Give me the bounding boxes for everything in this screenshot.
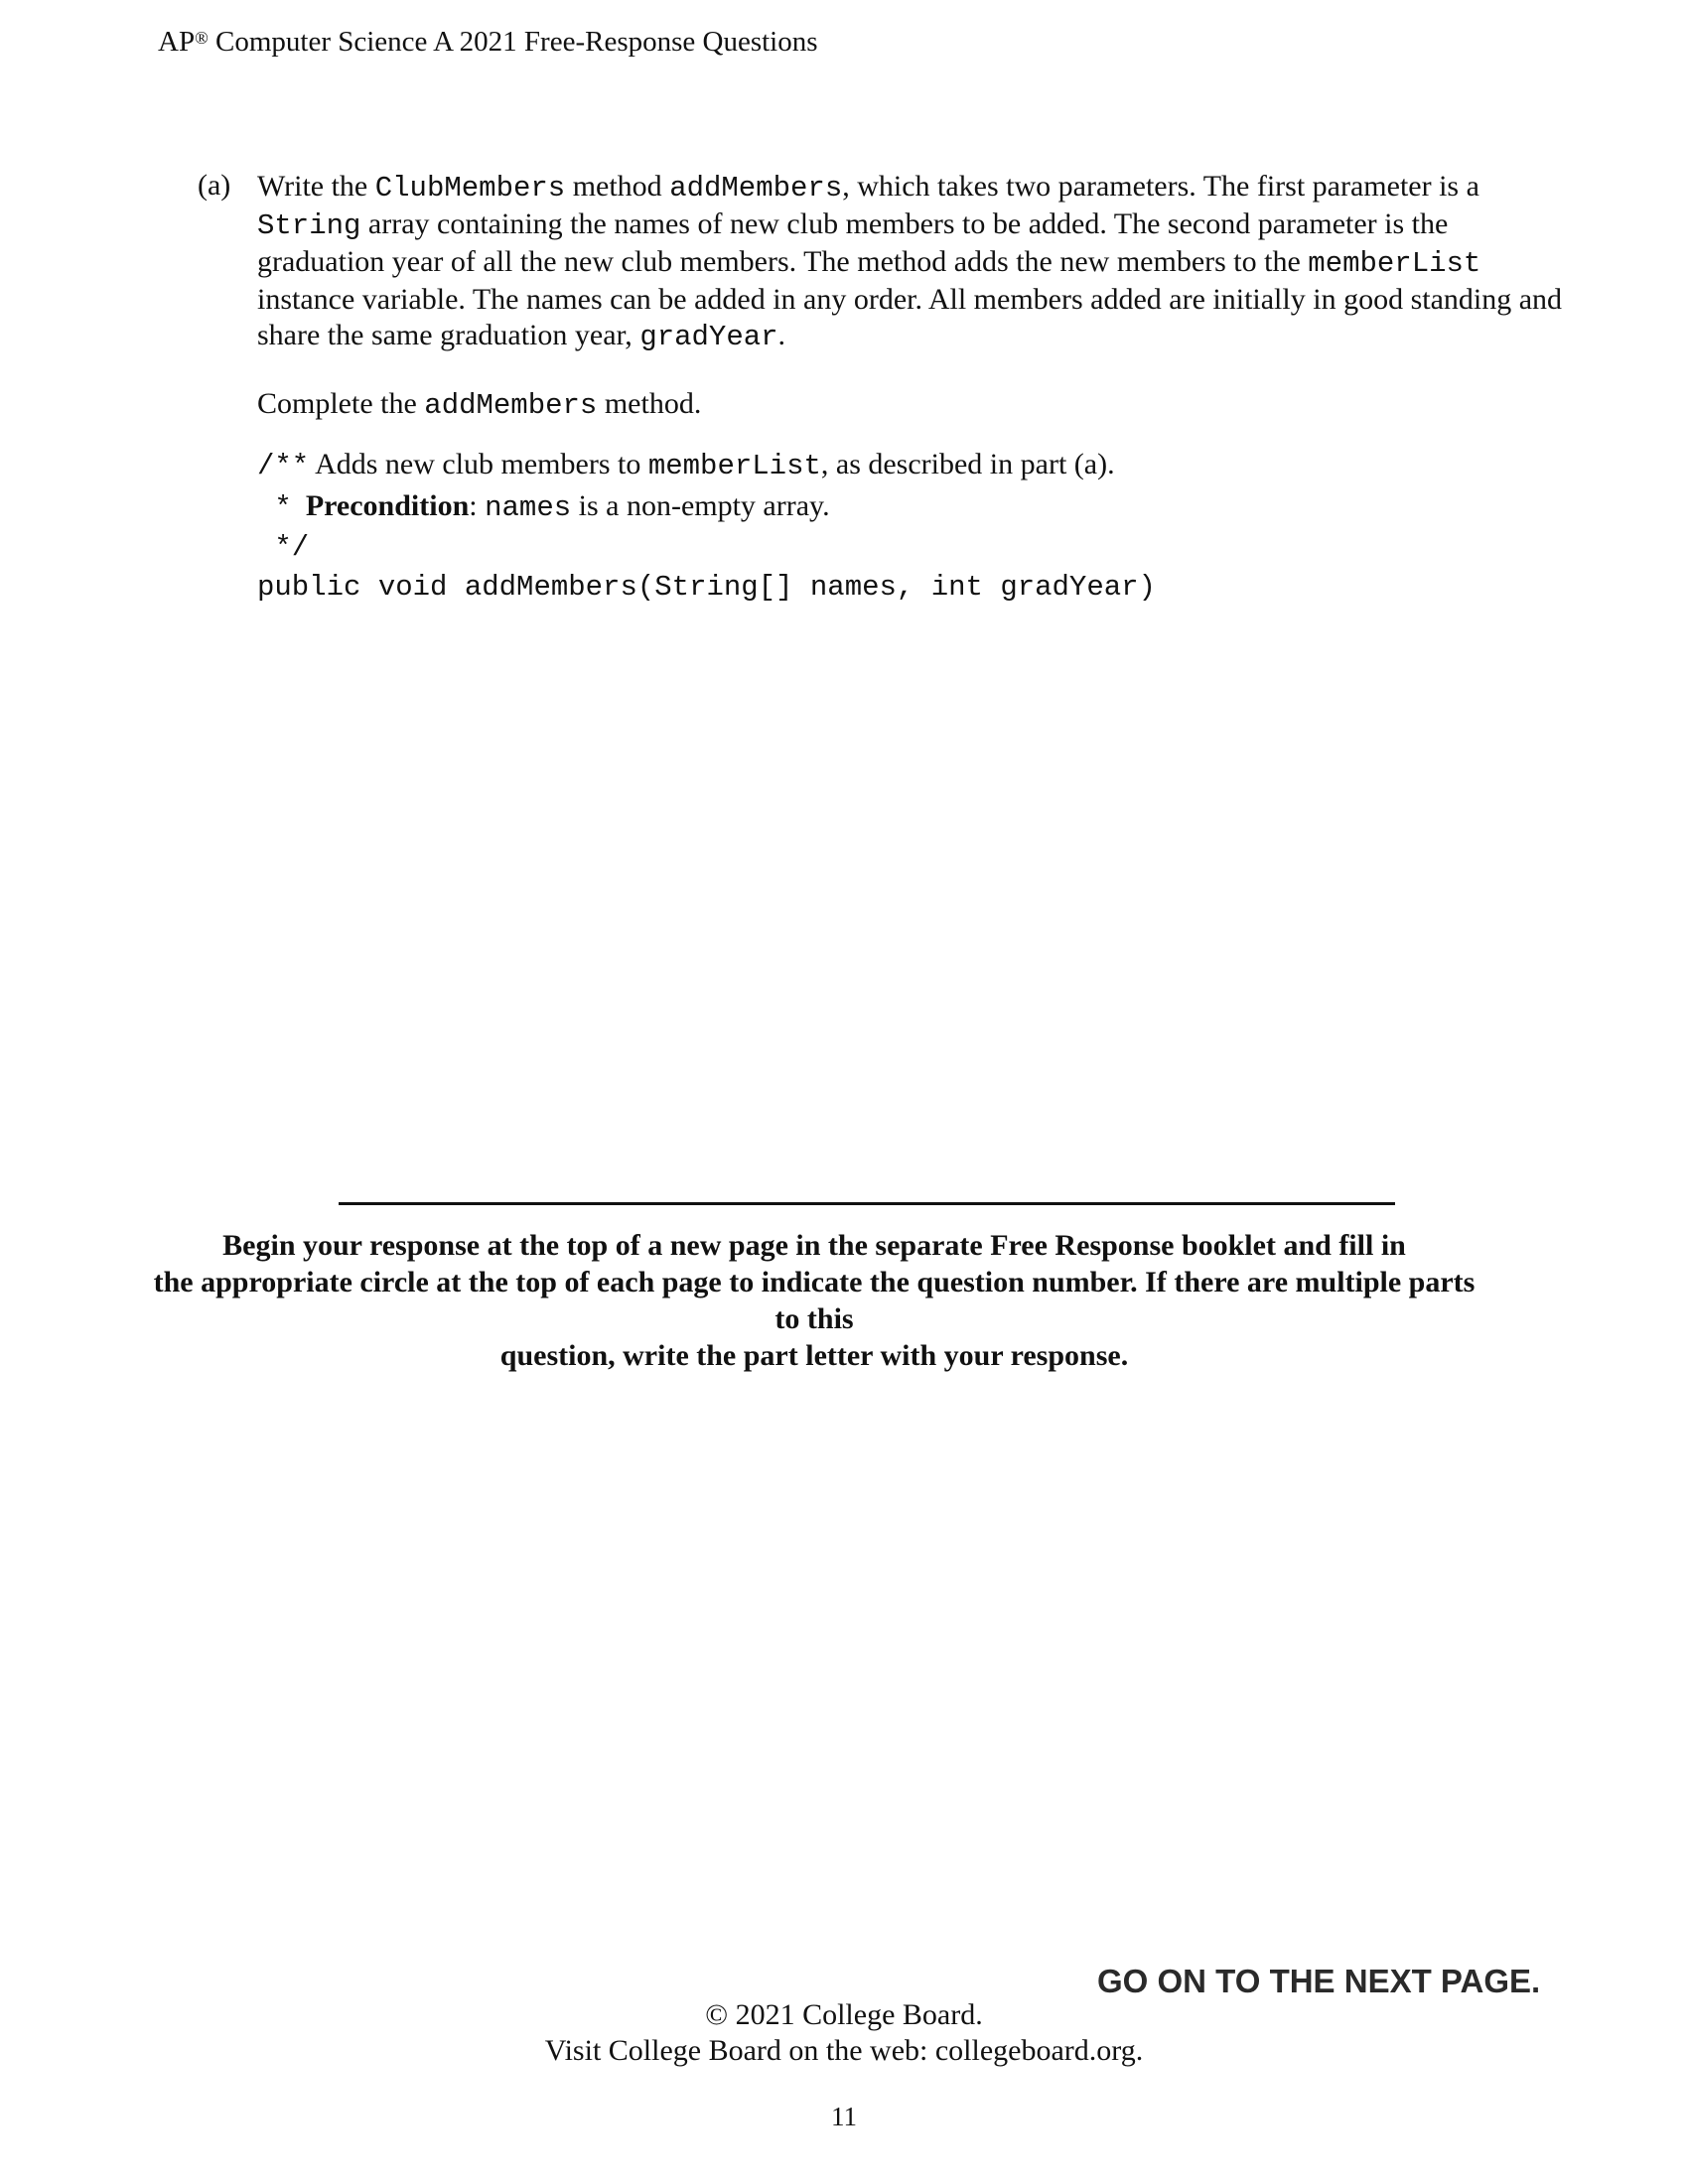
complete-text-2: method. [597,387,702,420]
comment-member-list: memberList [647,450,821,482]
comment-text-2: , as described in part (a). [820,448,1115,480]
method-code-block [257,445,1156,608]
footer-visit: Visit College Board on the web: collegeboard.org. [544,2034,1144,2067]
part-a-text-2: method [565,170,670,203]
divider-line [339,1202,1395,1205]
comment-text-1: Adds new club members to [309,448,648,480]
code-comment-line-2 [257,486,1156,528]
header-title-rest: Computer Science A 2021 Free-Response Questions [208,26,818,58]
registered-mark: ® [195,28,209,48]
page-footer [447,1997,1241,2069]
header-title-prefix: AP [158,26,196,58]
footer-copyright: © 2021 College Board. [705,1998,983,2031]
precondition-label: Precondition [305,489,470,522]
part-a-text-3: , which takes two parameters. The first parameter is a [842,170,1479,203]
part-a-label: (a) [198,169,231,202]
code-comment-line-1 [257,445,1156,486]
grad-year-code: gradYear [639,321,778,353]
code-method-signature [257,568,1156,608]
precondition-colon: : [469,489,486,522]
method-signature: public void addMembers(String[] names, int gradYear) [257,571,1156,604]
code-comment-close [257,528,1156,568]
string-type-code: String [257,209,361,242]
page-header [158,26,818,59]
member-list-code: memberList [1308,247,1481,280]
go-on-next-page: GO ON TO THE NEXT PAGE. [1097,1963,1541,1999]
class-name-code: ClubMembers [374,172,566,205]
comment-close: */ [257,531,310,564]
part-a-text-5: instance variable. The names can be added in any order. All members added are initially in good standing and share the same graduation year, [257,283,1563,351]
instructions-line-1: Begin your response at the top of a new page in the separate Free Response booklet and fill in [222,1229,1406,1262]
comment-open: /** [257,450,310,482]
part-a-text-6: . [777,319,786,351]
response-instructions [149,1227,1479,1374]
instructions-line-3: question, write the part letter with your response. [499,1339,1129,1372]
method-name-code: addMembers [669,172,843,205]
complete-instruction [257,387,701,422]
comment-star: * [257,491,292,524]
instructions-line-2: the appropriate circle at the top of each page to indicate the question number. If there are multiple parts to this [153,1266,1476,1335]
complete-method-code: addMembers [424,389,598,422]
complete-text-1: Complete the [257,387,425,420]
precondition-names: names [485,491,572,524]
part-a-description [257,169,1568,355]
part-a-text-4: array containing the names of new club members to be added. The second parameter is the graduation year of all the new club members. The method adds the new members to the [257,207,1449,278]
part-a-text-1: Write the [257,170,375,203]
precondition-text: is a non-empty array. [571,489,830,522]
page-number: 11 [831,2102,857,2131]
